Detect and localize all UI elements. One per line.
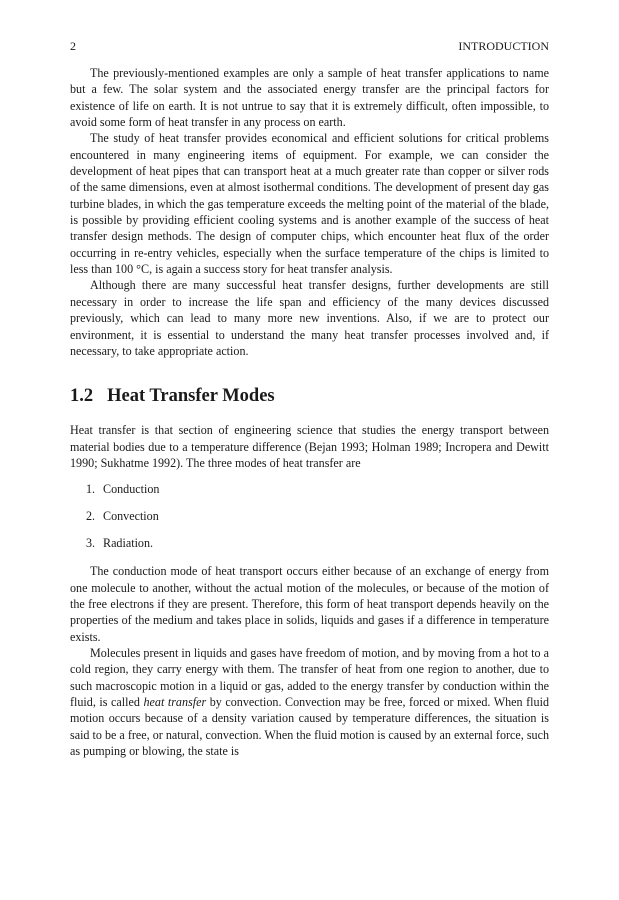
list-item-label: Radiation. — [103, 535, 154, 550]
list-item-number: 2. — [86, 509, 96, 524]
section-lead-paragraph: Heat transfer is that section of engineering science that studies the energy transport between material bodies due to a temperature difference (Bejan 1993; Holman 1989; Incropera and Dewitt 1990; Sukhatme 1992). The three modes of heat transfer are — [70, 423, 549, 470]
heat-transfer-modes-list — [70, 481, 549, 551]
intro-paragraph: The study of heat transfer provides economical and efficient solutions for critical problems encountered in many engineering items of equipment. For example, we can consider the development of heat pipes that can transport heat at a much greater rate than copper or silver rods of the same dimensions, even at almost isothermal conditions. The development of present day gas turbine blades, in which the gas temperature exceeds the melting point of the material of the blade, is possible by providing efficient cooling systems and is another example of the success of heat transfer design methods. The design of computer chips, which encounter heat flux of the order occurring in re-entry vehicles, especially when the surface temperature of the chips is limited to less than 100 °C, is again a success story for heat transfer analysis. — [70, 131, 549, 277]
list-item-label: Convection — [103, 509, 159, 524]
section-heading — [70, 384, 549, 408]
list-item — [70, 508, 549, 524]
section-number: 1.2 — [70, 386, 94, 407]
list-item-label: Conduction — [103, 482, 160, 497]
convection-text-end: by convection. Convection may be free, forced or mixed. When fluid motion occurs because of a density variation caused by temperature differences, the situation is said to be a free, or natural, convection. When the fluid motion is caused by an external force, such as pumping or blowing, the state is — [70, 695, 549, 759]
intro-paragraph: Although there are many successful heat transfer designs, further developments are still necessary in order to increase the life span and efficiency of the many devices discussed previously, which can lead to many more new inventions. Also, if we are to protect our environment, it is essential to understand the many heat transfer processes involved and, if necessary, to take appropriate action. — [70, 278, 549, 358]
list-item-number: 1. — [86, 482, 96, 497]
running-title: INTRODUCTION — [458, 39, 549, 53]
book-page — [70, 38, 549, 759]
conduction-paragraph: The conduction mode of heat transport occurs either because of an exchange of energy from one molecule to another, without the actual motion of the molecules, or because of the motion of the free electrons if they are present. Therefore, this form of heat transport depends heavily on the properties of the medium and takes place in solids, liquids and gases if a difference in temperature exists. — [70, 564, 549, 644]
section-title: Heat Transfer Modes — [107, 386, 275, 407]
emphasized-term: heat transfer — [143, 695, 207, 709]
page-number: 2 — [70, 39, 76, 53]
convection-paragraph — [70, 645, 549, 759]
list-item-number: 3. — [86, 535, 96, 550]
list-item — [70, 535, 549, 551]
running-header — [70, 38, 549, 56]
intro-paragraph: The previously-mentioned examples are only a sample of heat transfer applications to name but a few. The solar system and the associated energy transfer are the principal factors for existence of life on earth. It is not untrue to say that it is extremely difficult, often impossible, to avoid some form of heat transfer in any process on earth. — [70, 66, 549, 130]
list-item — [70, 481, 549, 497]
convection-text-start: Molecules present in liquids and gases have freedom of motion, and by moving from a hot to a cold region, they carry energy with them. The transfer of heat from one region to another, due to such macroscopic motion in a liquid or gas, added to the energy transfer by conduction within the fluid, is called — [70, 645, 549, 709]
